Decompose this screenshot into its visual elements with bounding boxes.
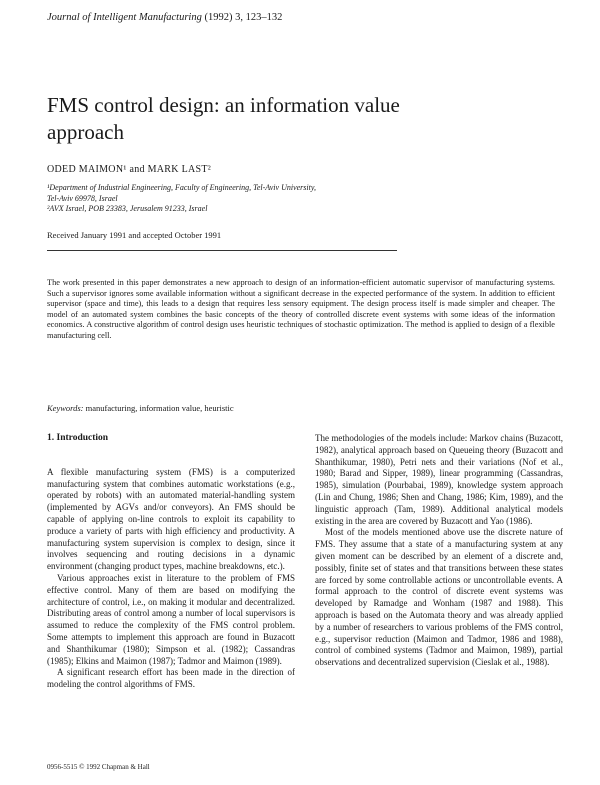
- copyright-footer: 0956-5515 © 1992 Chapman & Hall: [47, 763, 150, 771]
- affiliation-line: ¹Department of Industrial Engineering, Faculty of Engineering, Tel-Aviv University,: [47, 183, 316, 192]
- author-list: ODED MAIMON¹ and MARK LAST²: [47, 164, 212, 175]
- header-divider: [47, 250, 397, 251]
- section-heading: 1. Introduction: [47, 433, 109, 443]
- body-paragraph: The methodologies of the models include: Markov chains (Buzacott, 1982), analytical approach based on Queueing theory (Buzacott and Shanthikumar, 1980), Petri nets and their variations (Nof et al., 1980; Barad and Sipper, 1989), linear programming (Cassandras, 1985), simulation (Pourbabai, 1989), knowledge system approach (Lin and Chung, 1986; Shen and Chang, 1986; Kim, 1989), and the linguistic approach (Tam, 1989). Additional analytical models existing in the area are covered by Buzacott and Yao (1986).: [315, 433, 563, 526]
- body-paragraph: Various approaches exist in literature to the problem of FMS effective control. Many of them are based on modifying the architecture of control, i.e., on making it modular and decentralized. Distributing areas of control among a number of local supervisors is assumed to reduce the complexity of the FMS control problem. Some attempts to implement this approach are found in Buzacott and Shanthikumar (1980); Simpson et al. (1982); Cassandras (1985); Elkins and Maimon (1987); Tadmor and Maimon (1989).: [47, 572, 295, 666]
- body-paragraph: Most of the models mentioned above use the discrete nature of FMS. They assume that a state of a manufacturing system at any given moment can be described by an element of a discrete and, possibly, finite set of states and that transitions between these states are forced by some controllable actions or uncontrollable events. A formal approach to the control of discrete event systems was developed by Ramadge and Wonham (1987 and 1988). This approach is based on the Automata theory and was already applied by a number of researchers to various problems of the FMS control, e.g., supervisor reduction (Maimon and Tadmor, 1986 and 1988), control of combined systems (Tadmor and Maimon, 1989), partial observations and decentralized supervision (Cieslak et al., 1988).: [315, 527, 563, 668]
- affiliation-line: Tel-Aviv 69978, Israel: [47, 193, 118, 203]
- journal-header: [47, 12, 282, 23]
- body-paragraph: A significant research effort has been made in the direction of modeling the control algorithms of FMS.: [47, 667, 295, 690]
- paper-title: FMS control design: an information value approach: [47, 93, 400, 144]
- received-date: Received January 1991 and accepted October 1991: [47, 230, 222, 240]
- right-column: [315, 433, 563, 669]
- keywords: [47, 403, 234, 413]
- keywords-text: manufacturing, information value, heuristic: [83, 403, 234, 413]
- journal-name: Journal of Intelligent Manufacturing: [47, 12, 202, 23]
- affiliation-line: ²AVX Israel, POB 23383, Jerusalem 91233, Israel: [47, 204, 208, 213]
- left-column: [47, 433, 295, 691]
- affiliations: [47, 183, 316, 215]
- keywords-label: Keywords:: [47, 403, 84, 413]
- abstract: The work presented in this paper demonstrates a new approach to design of an information-efficient automatic supervisor of manufacturing systems. Such a supervisor ignores some available information without a significant decrease in the expected performance of the system. In addition to efficient supervisor (space and time), this leads to a design that requires less sensory equipment. The design process itself is made simpler and cheaper. The model of an automated system combines the basic concepts of the theory of controlled discrete event systems with some ideas of the information economics. A constructive algorithm of control design uses heuristic techniques of stochastic optimization. The method is applied to design of a flexible manufacturing cell.: [47, 278, 555, 340]
- journal-reference: (1992) 3, 123–132: [201, 12, 283, 23]
- body-paragraph: A flexible manufacturing system (FMS) is a computerized manufacturing system that combines automatic workstations (e.g., operated by robots) with an automated material-handling system (implemented by AGVs and/or conveyors). An FMS should be capable of applying on-line controls to exploit its capability to produce a variety of parts with high efficiency and productivity. A manufacturing system supervision is complex to design, since it involves sequencing and routing decisions in a dynamic environment (changing product types, machine breakdowns, etc.).: [47, 466, 295, 572]
